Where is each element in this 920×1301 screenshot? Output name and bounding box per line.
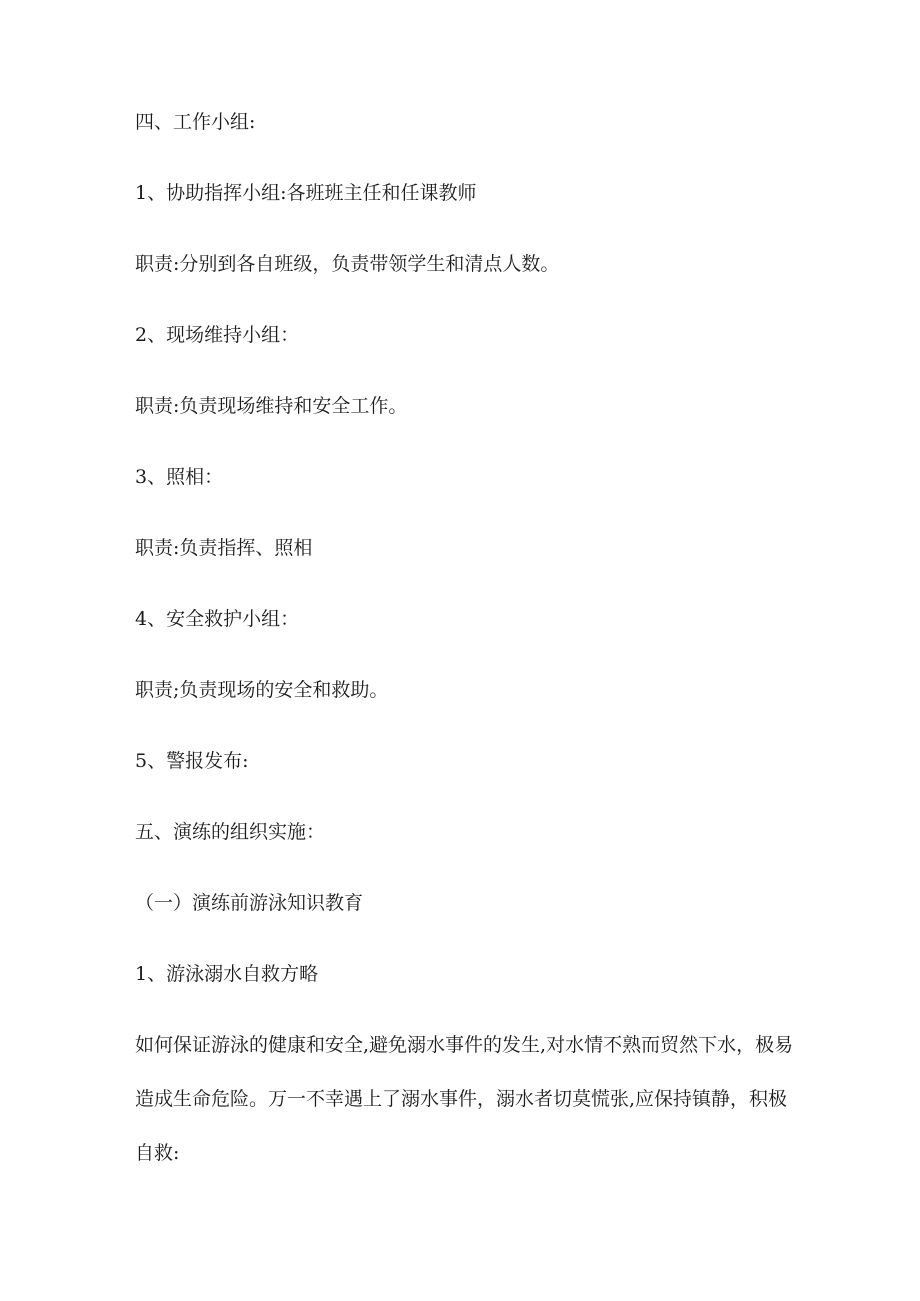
subsection-heading-1: （一）演练前游泳知识教育 bbox=[135, 892, 364, 914]
item-1-title: 1、协助指挥小组:各班班主任和任课教师 bbox=[135, 182, 477, 204]
item-5-title: 5、警报发布: bbox=[135, 750, 249, 772]
item-2-title: 2、现场维持小组： bbox=[135, 324, 300, 346]
paragraph-line: 自救: bbox=[135, 1142, 180, 1164]
section-heading-4: 四、工作小组: bbox=[135, 111, 256, 133]
item-4-duty: 职责;负责现场的安全和救助。 bbox=[135, 679, 389, 701]
body-paragraph bbox=[135, 1018, 794, 1180]
paragraph-line: 造成生命危险。万一不幸遇上了溺水事件，溺水者切莫慌张,应保持镇静，积极 bbox=[135, 1088, 788, 1110]
item-1-duty: 职责:分别到各自班级，负责带领学生和清点人数。 bbox=[135, 253, 560, 275]
paragraph-line: 如何保证游泳的健康和安全,避免溺水事件的发生,对水情不熟而贸然下水，极易 bbox=[135, 1034, 794, 1056]
item-3-duty: 职责:负责指挥、照相 bbox=[135, 537, 313, 559]
section-heading-5: 五、演练的组织实施： bbox=[135, 821, 326, 843]
item-2-duty: 职责:负责现场维持和安全工作。 bbox=[135, 395, 408, 417]
subitem-1-title: 1、游泳溺水自救方略 bbox=[135, 963, 319, 985]
item-3-title: 3、照相： bbox=[135, 466, 224, 488]
item-4-title: 4、安全救护小组： bbox=[135, 608, 300, 630]
